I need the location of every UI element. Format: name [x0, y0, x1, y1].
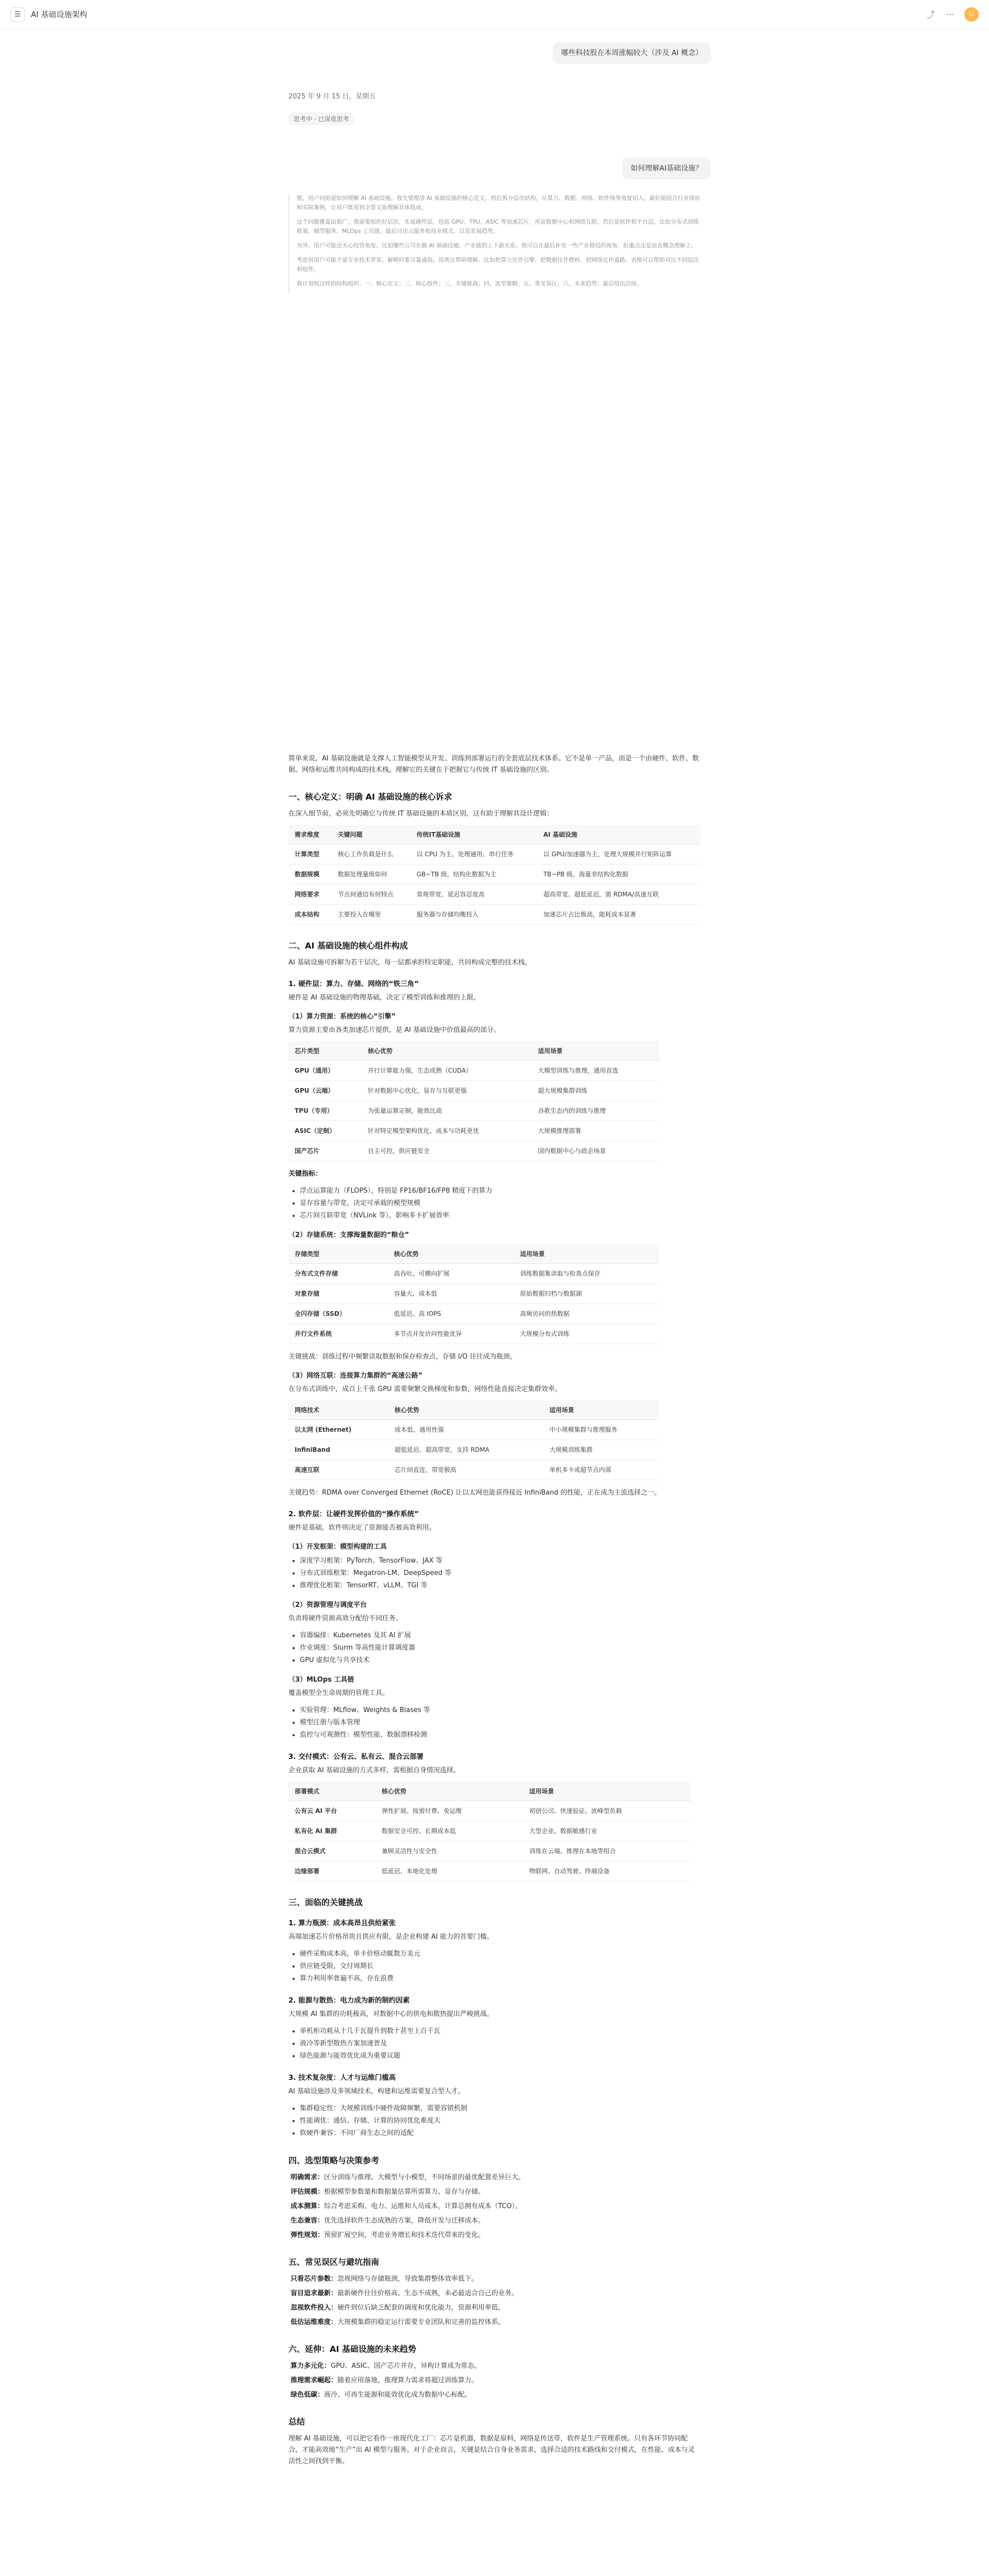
table-cell: 谷歌生态内的训练与推理	[532, 1101, 659, 1121]
table-row	[288, 1861, 690, 1882]
item-label: 推理需求崛起：	[291, 2377, 338, 2384]
list-item: • 软硬件兼容：不同厂商生态之间的适配	[300, 2127, 701, 2140]
section-paragraph: 负责将硬件资源高效分配给不同任务。	[288, 1615, 403, 1622]
list-item: • 绿色能源与能效优化成为重要议题	[300, 2050, 701, 2062]
list-item: • 监控与可观测性：模型性能、数据漂移检测	[300, 1729, 701, 1741]
table-cell: 国产芯片	[288, 1141, 362, 1161]
table-cell: GPU（云端）	[288, 1081, 362, 1101]
section-paragraph: 覆盖模型全生命周期的管理工具。	[288, 1689, 389, 1697]
table-cell: 中小规模集群与推理服务	[543, 1420, 659, 1440]
thinking-paragraph: 考虑到用户可能不是专业技术背景，解释时要尽量通俗，用类比帮助理解，比如把算力比作引擎、把数据比作燃料、把网络比作道路。表格可以帮助对比不同层次和组件。	[297, 257, 699, 273]
table-cell: 物联网、自动驾驶、终端设备	[523, 1861, 690, 1882]
date-meta: 2025 年 9 月 15 日，星期五	[288, 93, 376, 100]
table-header: AI 基础设施	[537, 825, 701, 844]
more-icon[interactable]: ⋯	[946, 9, 954, 19]
deployment-table	[288, 1782, 690, 1882]
section-paragraph: AI 基础设施涉及多领域技术，构建和运维需要复合型人才。	[288, 2088, 465, 2095]
item-label: 弹性规划：	[291, 2231, 325, 2239]
list-item: • 性能调优：通信、存储、计算的协同优化难度大	[300, 2115, 701, 2127]
item-label: 盲目追求最新：	[291, 2290, 338, 2297]
table-cell: 分布式文件存储	[288, 1264, 388, 1284]
table-header: 存储类型	[288, 1244, 388, 1264]
list-item	[291, 2375, 701, 2386]
table-cell: 弹性扩展、按需付费、免运维	[376, 1801, 523, 1821]
list-item: • 硬件采购成本高，单卡价格动辄数万美元	[300, 1948, 701, 1960]
list-item: • 单机柜功耗从十几千瓦提升到数十甚至上百千瓦	[300, 2025, 701, 2038]
section-paragraph: 在分布式训练中，成百上千张 GPU 需要频繁交换梯度和参数，网络性能直接决定集群效率。	[288, 1385, 561, 1393]
table-row	[288, 885, 701, 905]
bullet-list	[300, 1630, 701, 1667]
table-header: 芯片类型	[288, 1041, 362, 1061]
list-item: • 模型注册与版本管理	[300, 1717, 701, 1729]
table-cell: 大型企业、数据敏感行业	[523, 1821, 690, 1841]
item-text: 最新硬件往往价格高、生态不成熟，未必最适合自己的业务。	[337, 2290, 519, 2297]
table-cell: 数据处理量级如何	[332, 865, 411, 885]
table-cell: 初创公司、快速验证、波峰型负载	[523, 1801, 690, 1821]
share-icon[interactable]: ⤴	[926, 10, 935, 20]
section-paragraph: 硬件是基础，软件则决定了资源能否被高效利用。	[288, 1524, 436, 1532]
table-row	[288, 1440, 659, 1460]
item-text: 忽视网络与存储瓶颈，导致集群整体效率低下。	[337, 2275, 479, 2283]
item-text: 硬件到位后缺乏配套的调度和优化能力，资源利用率低。	[337, 2304, 505, 2312]
item-text: 大规模集群的稳定运行需要专业团队和完善的监控体系。	[337, 2318, 505, 2326]
table-header: 网络技术	[288, 1400, 388, 1420]
table-header: 核心优势	[362, 1041, 532, 1061]
table-cell: 以 GPU/加速器为主，处理大规模并行矩阵运算	[537, 844, 701, 865]
table-cell: 混合云模式	[288, 1841, 376, 1861]
table-cell: TB~PB 级，海量非结构化数据	[537, 865, 701, 885]
table-cell: 低延迟、高 IOPS	[388, 1304, 514, 1324]
item-label: 算力多元化：	[291, 2362, 331, 2370]
section-title: 一、核心定义：明确 AI 基础设施的核心诉求	[288, 792, 452, 802]
item-label: 明确需求：	[291, 2174, 325, 2181]
sidebar-toggle-icon[interactable]: ☰	[10, 7, 25, 22]
table-row	[288, 1284, 659, 1304]
table-cell: 以太网 (Ethernet)	[288, 1420, 388, 1440]
section-title: 二、AI 基础设施的核心组件构成	[288, 941, 408, 951]
table-cell: 容量大、成本低	[388, 1284, 514, 1304]
table-cell: 单机多卡或超节点内部	[543, 1460, 659, 1480]
table-row	[288, 1061, 659, 1081]
list-item: • 浮点运算能力（FLOPS），特别是 FP16/BF16/FP8 精度下的算力	[300, 1185, 701, 1197]
subsection-title: 3. 技术复杂度：人才与运维门槛高	[288, 2074, 396, 2082]
list-item: • 深度学习框架：PyTorch、TensorFlow、JAX 等	[300, 1555, 701, 1567]
subsection-title: （1）开发框架：模型构建的工具	[288, 1543, 387, 1551]
section-paragraph: 在深入细节前，必须先明确它与传统 IT 基础设施的本质区别，这有助于理解其设计逻辑：	[288, 810, 554, 818]
table-cell: 自主可控，供应链安全	[362, 1141, 532, 1161]
table-cell: 对象存储	[288, 1284, 388, 1304]
table-header: 适用场景	[532, 1041, 659, 1061]
user-message: 如何理解AI基础设施？	[622, 158, 711, 179]
list-item	[291, 2215, 701, 2227]
table-cell: InfiniBand	[288, 1440, 388, 1460]
section-paragraph: 关键挑战：训练过程中频繁读取数据和保存检查点，存储 I/O 往往成为瓶颈。	[288, 1353, 517, 1361]
table-cell: 加速芯片占比极高，能耗成本显著	[537, 905, 701, 925]
strategy-list	[291, 2172, 701, 2241]
table-cell: 超大规模集群训练	[532, 1081, 659, 1101]
list-item: • 显存容量与带宽，决定可承载的模型规模	[300, 1197, 701, 1210]
table-header: 传统IT基础设施	[411, 825, 537, 844]
table-cell: 全闪存储（SSD）	[288, 1304, 388, 1324]
thinking-paragraph: 我计划按这样的结构组织：一、核心定义；二、核心组件；三、关键挑战；四、选型策略；五、常见误区；六、未来趋势；最后给出总结。	[297, 280, 642, 287]
bullet-list	[300, 1704, 701, 1741]
subsection-title: 2. 能源与散热：电力成为新的制约因素	[288, 1996, 410, 2005]
table-cell: 训练在云端、推理在本地等组合	[523, 1841, 690, 1861]
table-cell: 原始数据归档与数据湖	[514, 1284, 659, 1304]
section-title: 四、选型策略与决策参考	[288, 2156, 380, 2165]
table-cell: 边缘部署	[288, 1861, 376, 1882]
table-cell: 兼顾灵活性与安全性	[376, 1841, 523, 1861]
table-cell: 并行计算能力强，生态成熟（CUDA）	[362, 1061, 532, 1081]
conversation-title: AI 基础设施架构	[31, 10, 88, 19]
table-cell: 多节点并发访问性能优异	[388, 1324, 514, 1344]
pitfall-list	[291, 2274, 701, 2328]
subsection-title: （3）网络互联：连接算力集群的“高速公路”	[288, 1372, 423, 1380]
table-cell: 成本低、通用性强	[388, 1420, 543, 1440]
list-item: • 推理优化框架：TensorRT、vLLM、TGI 等	[300, 1580, 701, 1592]
section-paragraph: 硬件是 AI 基础设施的物理基础，决定了模型训练和推理的上限。	[288, 994, 480, 1002]
list-item	[291, 2288, 701, 2299]
list-item: • 集群稳定性：大规模训练中硬件故障频繁，需要容错机制	[300, 2103, 701, 2115]
item-label: 忽视软件投入：	[291, 2304, 338, 2312]
table-row	[288, 1324, 659, 1344]
bullet-list	[300, 2103, 701, 2140]
bullet-list	[300, 1948, 701, 1985]
item-text: 优先选择软件生态成熟的方案，降低开发与迁移成本。	[324, 2217, 485, 2225]
avatar[interactable]: U	[964, 7, 979, 22]
table-cell: TPU（专用）	[288, 1101, 362, 1121]
bullet-list	[300, 1555, 701, 1592]
section-paragraph: 企业获取 AI 基础设施的方式多样，需根据自身情况选择。	[288, 1767, 460, 1774]
table-row	[288, 1141, 659, 1161]
subsection-title: （3）MLOps 工具链	[288, 1676, 354, 1684]
thinking-panel	[288, 194, 701, 294]
table-row	[288, 1821, 690, 1841]
table-cell: GPU（通用）	[288, 1061, 362, 1081]
table-cell: ASIC（定制）	[288, 1121, 362, 1141]
thinking-paragraph: 另外，用户可能还关心投资角度，比如哪些公司在做 AI 基础设施，产业链的上下游关系。我可以在最后补充一些产业格局的视角，但重点还是放在概念理解上。	[297, 242, 697, 249]
list-item: • 算力利用率普遍不高，存在浪费	[300, 1973, 701, 1985]
section-title: 五、常见误区与避坑指南	[288, 2257, 380, 2267]
section-paragraph: AI 基础设施可拆解为若干层次，每一层都承担特定职能，共同构成完整的技术栈。	[288, 959, 532, 967]
chat-area	[288, 29, 711, 2576]
table-cell: 成本结构	[288, 905, 332, 925]
table-cell: 针对数据中心优化，显存与互联更强	[362, 1081, 532, 1101]
requirements-table	[288, 825, 701, 925]
table-header: 适用场景	[543, 1400, 659, 1420]
item-label: 只看芯片参数：	[291, 2275, 338, 2283]
table-row	[288, 1801, 690, 1821]
network-table	[288, 1400, 659, 1480]
subsection-title: （2）资源管理与调度平台	[288, 1601, 367, 1609]
table-cell: 计算类型	[288, 844, 332, 865]
thinking-toggle[interactable]: 思考中 · 已深度思考	[288, 112, 354, 125]
list-item: • 分布式训练框架：Megatron-LM、DeepSpeed 等	[300, 1567, 701, 1580]
list-item	[291, 2172, 701, 2183]
item-label: 绿色低碳：	[291, 2391, 325, 2399]
thinking-paragraph: 嗯，用户问的是如何理解 AI 基础设施。我先要理清 AI 基础设施的核心定义，然后拆分层次结构，从算力、数据、网络、软件栈等角度切入。最好能结合行业现状和实际案例，让用户既看到全景又能理解具体组成。	[297, 195, 701, 211]
summary-paragraph: 理解 AI 基础设施，可以把它看作一座现代化工厂：芯片是机器，数据是原料，网络是传送带，软件是生产管理系统。只有各环节协同配合，才能高效地“生产”出 AI 模型与服务。对于企业而言，关键是结合自身业务需求，选择合适的技术路线和交付模式，在性能、成本与灵活性之间找到平衡。	[288, 2435, 695, 2465]
section-paragraph: 算力资源主要由各类加速芯片提供，是 AI 基础设施中价值最高的部分。	[288, 1026, 500, 1034]
table-cell: 训练数据集读取与检查点保存	[514, 1264, 659, 1284]
table-cell: 核心工作负载是什么	[332, 844, 411, 865]
item-text: 随着应用落地，推理算力需求将超过训练算力。	[337, 2377, 479, 2384]
table-cell: 大规模训练集群	[543, 1440, 659, 1460]
section-title: 三、面临的关键挑战	[288, 1897, 363, 1907]
item-label: 生态兼容：	[291, 2217, 325, 2225]
table-header: 适用场景	[523, 1782, 690, 1801]
table-cell: 主要投入在哪里	[332, 905, 411, 925]
item-text: 综合考虑采购、电力、运维和人员成本，计算总拥有成本（TCO）。	[324, 2202, 522, 2210]
table-cell: 芯片间直连，带宽极高	[388, 1460, 543, 1480]
list-item	[291, 2389, 701, 2401]
table-cell: 高速互联	[288, 1460, 388, 1480]
bullet-list	[300, 1185, 701, 1222]
table-header: 需求维度	[288, 825, 332, 844]
list-item: • 容器编排：Kubernetes 及其 AI 扩展	[300, 1630, 701, 1642]
table-cell: 大模型训练与推理，通用首选	[532, 1061, 659, 1081]
thinking-paragraph: 这个问题覆盖面很广，我需要组织好层次，先说硬件层，包括 GPU、TPU、ASIC 等加速芯片，再说数据中心和网络互联，然后是软件和平台层，比如分布式训练框架、模型服务、MLOps 工具链。最后讨论云服务和商业模式，以及发展趋势。	[297, 218, 700, 234]
item-text: 预留扩展空间，考虑业务增长和技术迭代带来的变化。	[324, 2231, 485, 2239]
table-header: 核心优势	[388, 1244, 514, 1264]
list-item	[291, 2361, 701, 2372]
table-cell: 低延迟、本地化处理	[376, 1861, 523, 1882]
table-row	[288, 1304, 659, 1324]
subsection-title: 1. 硬件层：算力、存储、网络的“铁三角”	[288, 980, 419, 988]
table-header: 核心优势	[388, 1400, 543, 1420]
item-text: GPU、ASIC、国产芯片并存，异构计算成为常态。	[331, 2362, 481, 2370]
subsection-title: 2. 软件层：让硬件发挥价值的“操作系统”	[288, 1510, 419, 1518]
table-row	[288, 1101, 659, 1121]
table-cell: 节点间通信有何特点	[332, 885, 411, 905]
table-header: 适用场景	[514, 1244, 659, 1264]
table-cell: 公有云 AI 平台	[288, 1801, 376, 1821]
top-user-query: 哪些科技股在本周涨幅较大（涉及 AI 概念）	[553, 42, 711, 64]
table-cell: GB~TB 级，结构化数据为主	[411, 865, 537, 885]
subsection-title: （2）存储系统：支撑海量数据的“粮仓”	[288, 1231, 410, 1239]
list-item: • 芯片间互联带宽（NVLink 等），影响多卡扩展效率	[300, 1210, 701, 1222]
list-item	[291, 2201, 701, 2212]
table-row	[288, 865, 701, 885]
table-cell: 大规模分布式训练	[514, 1324, 659, 1344]
section-paragraph: 高端加速芯片价格昂贵且供应有限，是企业构建 AI 能力的首要门槛。	[288, 1933, 493, 1941]
table-cell: 数据规模	[288, 865, 332, 885]
list-item	[291, 2317, 701, 2328]
table-row	[288, 1081, 659, 1101]
table-row	[288, 1420, 659, 1440]
table-row	[288, 905, 701, 925]
table-header: 核心优势	[376, 1782, 523, 1801]
item-text: 根据模型参数量和数据量估算所需算力、显存与存储。	[324, 2188, 485, 2196]
trend-list	[291, 2361, 701, 2401]
table-row	[288, 1460, 659, 1480]
item-label: 成本测算：	[291, 2202, 325, 2210]
table-cell: 超低延迟、超高带宽，支持 RDMA	[388, 1440, 543, 1460]
table-row	[288, 844, 701, 865]
label: 关键指标：	[288, 1170, 322, 1178]
top-bar	[0, 0, 989, 29]
list-item: • GPU 虚拟化与共享技术	[300, 1654, 701, 1667]
list-item	[291, 2274, 701, 2285]
table-cell: 为张量运算定制，能效比高	[362, 1101, 532, 1121]
table-row	[288, 1264, 659, 1284]
answer-intro: 简单来说，AI 基础设施就是支撑人工智能模型从开发、训练到部署运行的全套底层技术体系。它不是单一产品，而是一个由硬件、软件、数据、网络和运维共同构成的技术栈。理解它的关键在于把握它与传统 IT 基础设施的区别。	[288, 755, 699, 774]
table-cell: 高频访问的热数据	[514, 1304, 659, 1324]
table-cell: 超高带宽、超低延迟，需 RDMA/高速互联	[537, 885, 701, 905]
table-cell: 网络要求	[288, 885, 332, 905]
answer-body	[288, 750, 701, 2472]
table-header: 部署模式	[288, 1782, 376, 1801]
list-item	[291, 2302, 701, 2314]
item-label: 评估规模：	[291, 2188, 325, 2196]
list-item: • 实验管理：MLflow、Weights & Biases 等	[300, 1704, 701, 1717]
item-label: 低估运维难度：	[291, 2318, 338, 2326]
subsection-title: （1）算力资源：系统的核心“引擎”	[288, 1013, 396, 1021]
table-cell: 私有化 AI 集群	[288, 1821, 376, 1841]
storage-table	[288, 1244, 659, 1344]
subsection-title: 1. 算力瓶颈：成本高昂且供给紧张	[288, 1919, 396, 1927]
list-item	[291, 2230, 701, 2241]
table-cell: 常规带宽，延迟容忍度高	[411, 885, 537, 905]
section-paragraph: 关键趋势：RDMA over Converged Ethernet (RoCE) 让以太网也能获得接近 InfiniBand 的性能，正在成为主流选择之一。	[288, 1489, 661, 1497]
item-text: 液冷、可再生能源和能效优化成为数据中心标配。	[324, 2391, 472, 2399]
table-cell: 数据安全可控、长期成本低	[376, 1821, 523, 1841]
list-item: • 作业调度：Slurm 等高性能计算调度器	[300, 1642, 701, 1654]
list-item	[291, 2187, 701, 2198]
table-cell: 针对特定模型架构优化，成本与功耗更优	[362, 1121, 532, 1141]
chip-table	[288, 1041, 659, 1161]
item-text: 区分训练与推理、大模型与小模型，不同场景的最优配置差异巨大。	[324, 2174, 525, 2181]
table-row	[288, 1841, 690, 1861]
section-title: 六、延伸：AI 基础设施的未来趋势	[288, 2344, 416, 2354]
bullet-list	[300, 2025, 701, 2062]
table-cell: 并行文件系统	[288, 1324, 388, 1344]
table-cell: 以 CPU 为主，处理通用、串行任务	[411, 844, 537, 865]
list-item: • 液冷等新型散热方案加速普及	[300, 2038, 701, 2050]
table-cell: 大规模推理部署	[532, 1121, 659, 1141]
subsection-title: 3. 交付模式：公有云、私有云、混合云部署	[288, 1753, 424, 1761]
table-cell: 国内数据中心与政企场景	[532, 1141, 659, 1161]
section-paragraph: 大规模 AI 集群的功耗极高，对数据中心的供电和散热提出严峻挑战。	[288, 2010, 493, 2018]
table-cell: 高吞吐、可横向扩展	[388, 1264, 514, 1284]
table-cell: 服务器与存储均衡投入	[411, 905, 537, 925]
table-header: 关键问题	[332, 825, 411, 844]
table-row	[288, 1121, 659, 1141]
list-item: • 供应链受限，交付周期长	[300, 1960, 701, 1973]
section-title: 总结	[288, 2417, 305, 2427]
